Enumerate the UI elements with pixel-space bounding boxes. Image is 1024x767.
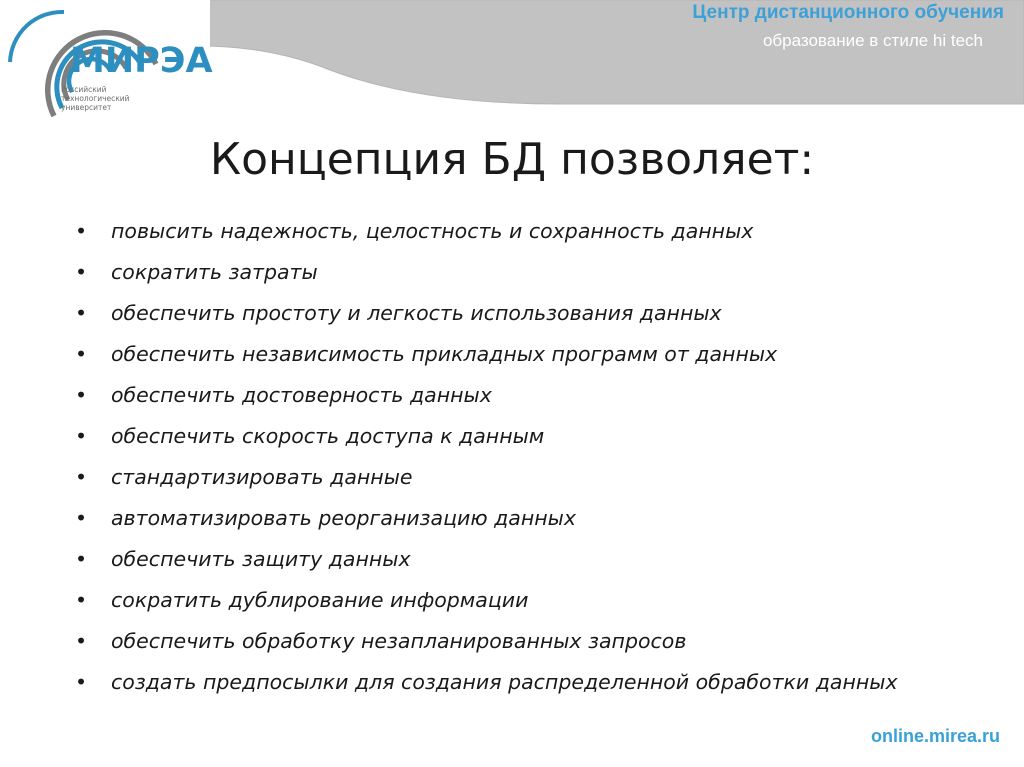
bullet-item — [70, 580, 970, 621]
logo-wordmark: МИРЭА — [70, 41, 213, 81]
bullet-dot-icon: • — [75, 670, 88, 694]
bullet-dot-icon: • — [75, 342, 88, 366]
bullet-item — [70, 416, 970, 457]
bullet-text: обеспечить обработку незапланированных запросов — [111, 629, 687, 653]
bullet-dot-icon: • — [75, 547, 88, 571]
footer-site-link[interactable]: online.mirea.ru — [870, 726, 1000, 746]
bullet-text: автоматизировать реорганизацию данных — [111, 506, 576, 530]
bullet-text: обеспечить независимость прикладных программ от данных — [111, 342, 778, 366]
bullet-text: обеспечить достоверность данных — [111, 383, 492, 407]
logo-subtitle-line: Российский — [61, 85, 107, 94]
distance-learning-center-subtitle: образование в стиле hi tech — [762, 31, 983, 50]
bullet-item — [70, 457, 970, 498]
bullet-item — [70, 252, 970, 293]
bullet-text: обеспечить скорость доступа к данным — [111, 424, 545, 448]
bullet-dot-icon: • — [75, 424, 88, 448]
logo-subtitle-line: технологический — [61, 94, 130, 103]
bullet-dot-icon: • — [75, 465, 88, 489]
bullet-dot-icon: • — [75, 301, 88, 325]
bullet-item — [70, 621, 970, 662]
logo-subtitle-line: университет — [61, 103, 112, 112]
bullet-text: сократить дублирование информации — [111, 588, 529, 612]
bullet-item — [70, 334, 970, 375]
bullet-dot-icon: • — [75, 260, 88, 284]
bullet-text: обеспечить простоту и легкость использования данных — [111, 301, 722, 325]
bullet-text: повысить надежность, целостность и сохранность данных — [111, 219, 754, 243]
bullet-item — [70, 498, 970, 539]
bullet-dot-icon: • — [75, 383, 88, 407]
mirea-logo — [6, 4, 213, 124]
bullet-text: создать предпосылки для создания распределенной обработки данных — [111, 670, 898, 694]
bullet-item — [70, 539, 970, 580]
bullet-item — [70, 211, 970, 252]
bullet-text: стандартизировать данные — [111, 465, 413, 489]
bullet-dot-icon: • — [75, 506, 88, 530]
bullet-item — [70, 662, 970, 703]
distance-learning-center-title: Центр дистанционного обучения — [692, 2, 1004, 23]
bullet-text: сократить затраты — [111, 260, 318, 284]
bullet-dot-icon: • — [75, 588, 88, 612]
bullet-list — [70, 211, 970, 703]
bullet-item — [70, 293, 970, 334]
bullet-text: обеспечить защиту данных — [111, 547, 411, 571]
bullet-dot-icon: • — [75, 629, 88, 653]
slide-title: Концепция БД позволяет: — [209, 134, 815, 185]
logo-subtitle — [61, 85, 171, 112]
bullet-dot-icon: • — [75, 219, 88, 243]
bullet-item — [70, 375, 970, 416]
